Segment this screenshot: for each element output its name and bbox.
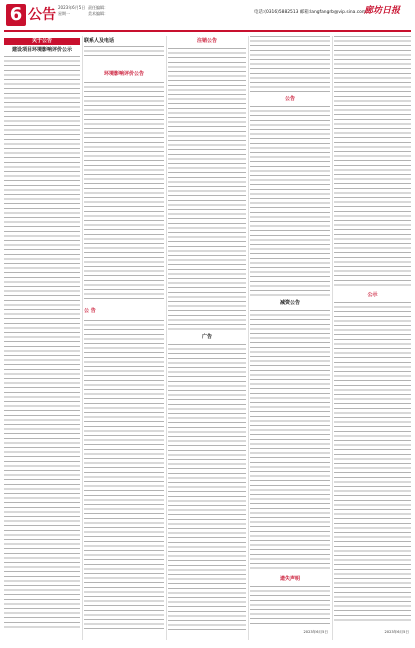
column-5-body-text-2: [334, 302, 411, 624]
editor-label: 责任编辑：: [88, 5, 108, 10]
column-4-footer-headline: 遗失声明: [279, 576, 300, 582]
page-number-badge: 6: [6, 4, 26, 26]
column-divider: [248, 36, 249, 640]
column-5: [334, 36, 411, 642]
column-divider: [82, 36, 83, 640]
column-2-section-heading: 公 告: [84, 308, 96, 314]
column-4-footer-date: 2023年6月5日: [303, 630, 328, 634]
column-2-headline: 环境影响评价公告: [103, 71, 144, 77]
paper-name: 廊坊日报: [364, 6, 401, 16]
masthead: [0, 0, 415, 34]
column-4-subtitle: 公告: [284, 96, 295, 102]
masthead-rule: [4, 30, 411, 32]
column-1-body-text: [4, 56, 80, 631]
column-2-intro-text: [84, 46, 164, 60]
hotline-text: 电话:(0316)5882513 邮箱:langfangrb@vip.sina.com: [254, 10, 367, 15]
column-4-footer-text: [250, 586, 330, 626]
column-1: [4, 36, 80, 642]
column-2: [84, 36, 164, 642]
column-3: [168, 36, 246, 642]
column-1-title: 关于公告: [4, 38, 80, 45]
column-5-headline: 公示: [367, 292, 378, 298]
column-divider: [166, 36, 167, 640]
column-4-headline: 减资公告: [279, 300, 300, 306]
column-3-title: 注销公告: [196, 38, 217, 44]
column-5-body-text: [334, 36, 411, 286]
column-4-body-text: [250, 36, 330, 92]
section-title: 公告: [28, 7, 56, 23]
column-1-headline: 建设项目环境影响评价公示: [11, 47, 72, 53]
issue-date: 2023年6月5日: [58, 5, 86, 10]
art-editor-label: 美术编辑：: [88, 11, 108, 16]
column-3-body-text-2: [168, 344, 246, 634]
column-4-body-text-3: [250, 310, 330, 572]
column-divider: [332, 36, 333, 640]
column-5-footer-date: 2023年6月5日: [384, 630, 409, 634]
column-3-body-text: [168, 48, 246, 330]
column-4-body-text-2: [250, 106, 330, 296]
column-3-headline: 广告: [201, 334, 212, 340]
issue-weekday: 星期一: [58, 11, 70, 16]
column-4: [250, 36, 330, 642]
column-2-body-text-2: [84, 320, 164, 632]
column-2-body-text: [84, 82, 164, 302]
column-2-contact: 联系人及电话: [84, 38, 115, 44]
